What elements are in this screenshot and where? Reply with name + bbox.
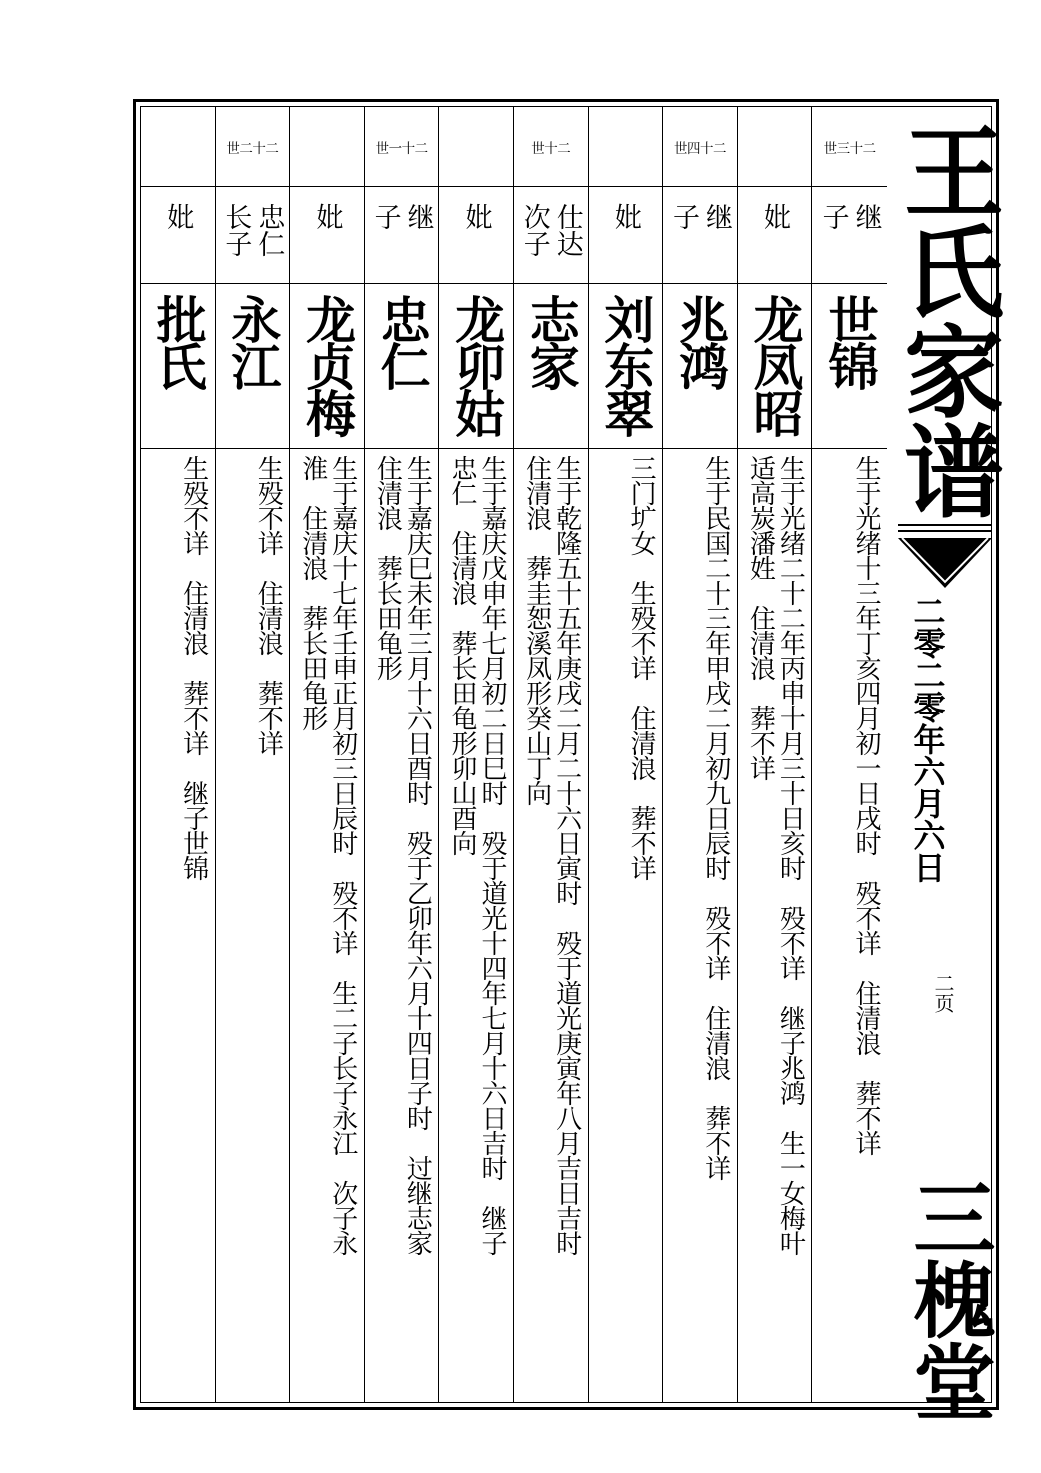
name-cell [365, 284, 439, 449]
relation-cell [141, 187, 215, 284]
relation-cell [439, 187, 513, 284]
title-rule-bottom [898, 530, 992, 532]
person-bio: 生殁不详 住清浪 葬不详 继子世锦 [178, 455, 209, 880]
date-label: 二零二零年六月六日 [908, 595, 947, 883]
entry-column [812, 107, 887, 1403]
entry-column [439, 107, 514, 1403]
generation-label: 世一十二 [375, 140, 428, 157]
bio-cell [663, 449, 737, 1403]
name-cell [141, 284, 215, 449]
genealogy-title: 王氏家谱 [887, 120, 1005, 520]
person-bio: 生于嘉庆十七年壬申正月初三日辰时 殁不详 生二子长子永江 次子永 淮 住清浪 葬长田龟形 [297, 455, 358, 1255]
person-name: 龙凤昭 [745, 294, 805, 435]
generation-label: 世三十二 [823, 140, 876, 157]
relation-label: 妣 [311, 203, 343, 230]
bio-cell [216, 449, 290, 1403]
name-cell [514, 284, 588, 449]
relation-cell [365, 187, 439, 284]
relation-label: 妣 [460, 203, 492, 230]
bio-cell [589, 449, 663, 1403]
triangle-ornament [898, 538, 992, 588]
generation-cell [290, 107, 364, 187]
relation-label: 继 子 [369, 203, 434, 230]
generation-cell [439, 107, 513, 187]
entry-column [141, 107, 216, 1403]
generation-cell [738, 107, 812, 187]
person-bio: 生于嘉庆巳未年三月十六日酉时 殁于乙卯年六月十四日子时 过继志家 住清浪 葬长田龟形 [372, 455, 433, 1255]
relation-label: 继 子 [667, 203, 732, 230]
bio-cell [812, 449, 887, 1403]
relation-label: 妣 [609, 203, 641, 230]
person-bio: 三门圹女 生殁不详 住清浪 葬不详 [626, 455, 657, 880]
person-bio: 生殁不详 住清浪 葬不详 [253, 455, 284, 755]
person-bio: 生于嘉庆戊申年七月初二日巳时 殁于道光十四年七月十六日吉时 继子 忠仁 住清浪 葬长田龟形卯山酉向 [446, 455, 507, 1255]
generation-cell [514, 107, 588, 187]
person-name: 忠仁 [372, 294, 432, 388]
person-name: 龙卯姑 [447, 294, 507, 435]
person-name: 永江 [223, 294, 283, 388]
name-cell [812, 284, 887, 449]
bio-cell [290, 449, 364, 1403]
generation-label: 世四十二 [673, 140, 726, 157]
generation-label: 世十二 [531, 140, 571, 157]
entry-column [365, 107, 440, 1403]
bio-cell [738, 449, 812, 1403]
entry-column [216, 107, 291, 1403]
entry-column [738, 107, 813, 1403]
name-cell [738, 284, 812, 449]
name-cell [589, 284, 663, 449]
generation-cell [589, 107, 663, 187]
generation-label: 世二十二 [226, 140, 279, 157]
person-bio: 生于光绪十三年丁亥四月初一日戌时 殁不详 住清浪 葬不详 [850, 455, 881, 1155]
entry-column [589, 107, 664, 1403]
person-name: 兆鸿 [670, 294, 730, 388]
person-bio: 生于民国二十三年甲戌二月初九日辰时 殁不详 住清浪 葬不详 [700, 455, 731, 1180]
name-cell [290, 284, 364, 449]
relation-cell [812, 187, 887, 284]
bio-cell [141, 449, 215, 1403]
hall-name: 三槐堂 [900, 1176, 996, 1422]
relation-label: 忠仁 长子 [220, 203, 285, 257]
name-cell [216, 284, 290, 449]
relation-cell [589, 187, 663, 284]
bio-cell [365, 449, 439, 1403]
relation-cell [216, 187, 290, 284]
bio-cell [439, 449, 513, 1403]
relation-cell [738, 187, 812, 284]
generation-cell [812, 107, 887, 187]
generation-cell [216, 107, 290, 187]
entry-column [514, 107, 589, 1403]
person-bio: 生于光绪二十二年丙申十月三十日亥时 殁不详 继子兆鸿 生一女梅叶 适高炭潘姓 住清浪 葬不详 [745, 455, 806, 1255]
relation-cell [514, 187, 588, 284]
name-cell [439, 284, 513, 449]
genealogy-grid [141, 107, 887, 1403]
entry-column [290, 107, 365, 1403]
person-name: 志家 [521, 294, 581, 388]
generation-cell [141, 107, 215, 187]
relation-label: 仕达 次子 [518, 203, 583, 257]
person-bio: 生于乾隆五十五年庚戌二月二十六日寅时 殁于道光庚寅年八月吉日吉时 住清浪 葬圭恕溪凤形癸山丁向 [521, 455, 582, 1255]
person-name: 批氏 [148, 294, 208, 388]
generation-cell [365, 107, 439, 187]
generation-cell [663, 107, 737, 187]
relation-label: 继 子 [817, 203, 882, 230]
person-name: 世锦 [820, 294, 880, 388]
page-number: 二页 [931, 973, 955, 1013]
relation-cell [290, 187, 364, 284]
relation-label: 妣 [759, 203, 791, 230]
title-rule-top [898, 524, 992, 526]
bio-cell [514, 449, 588, 1403]
person-name: 刘东翠 [596, 294, 656, 435]
name-cell [663, 284, 737, 449]
relation-cell [663, 187, 737, 284]
entry-column [663, 107, 738, 1403]
person-name: 龙贞梅 [297, 294, 357, 435]
relation-label: 妣 [162, 203, 194, 230]
